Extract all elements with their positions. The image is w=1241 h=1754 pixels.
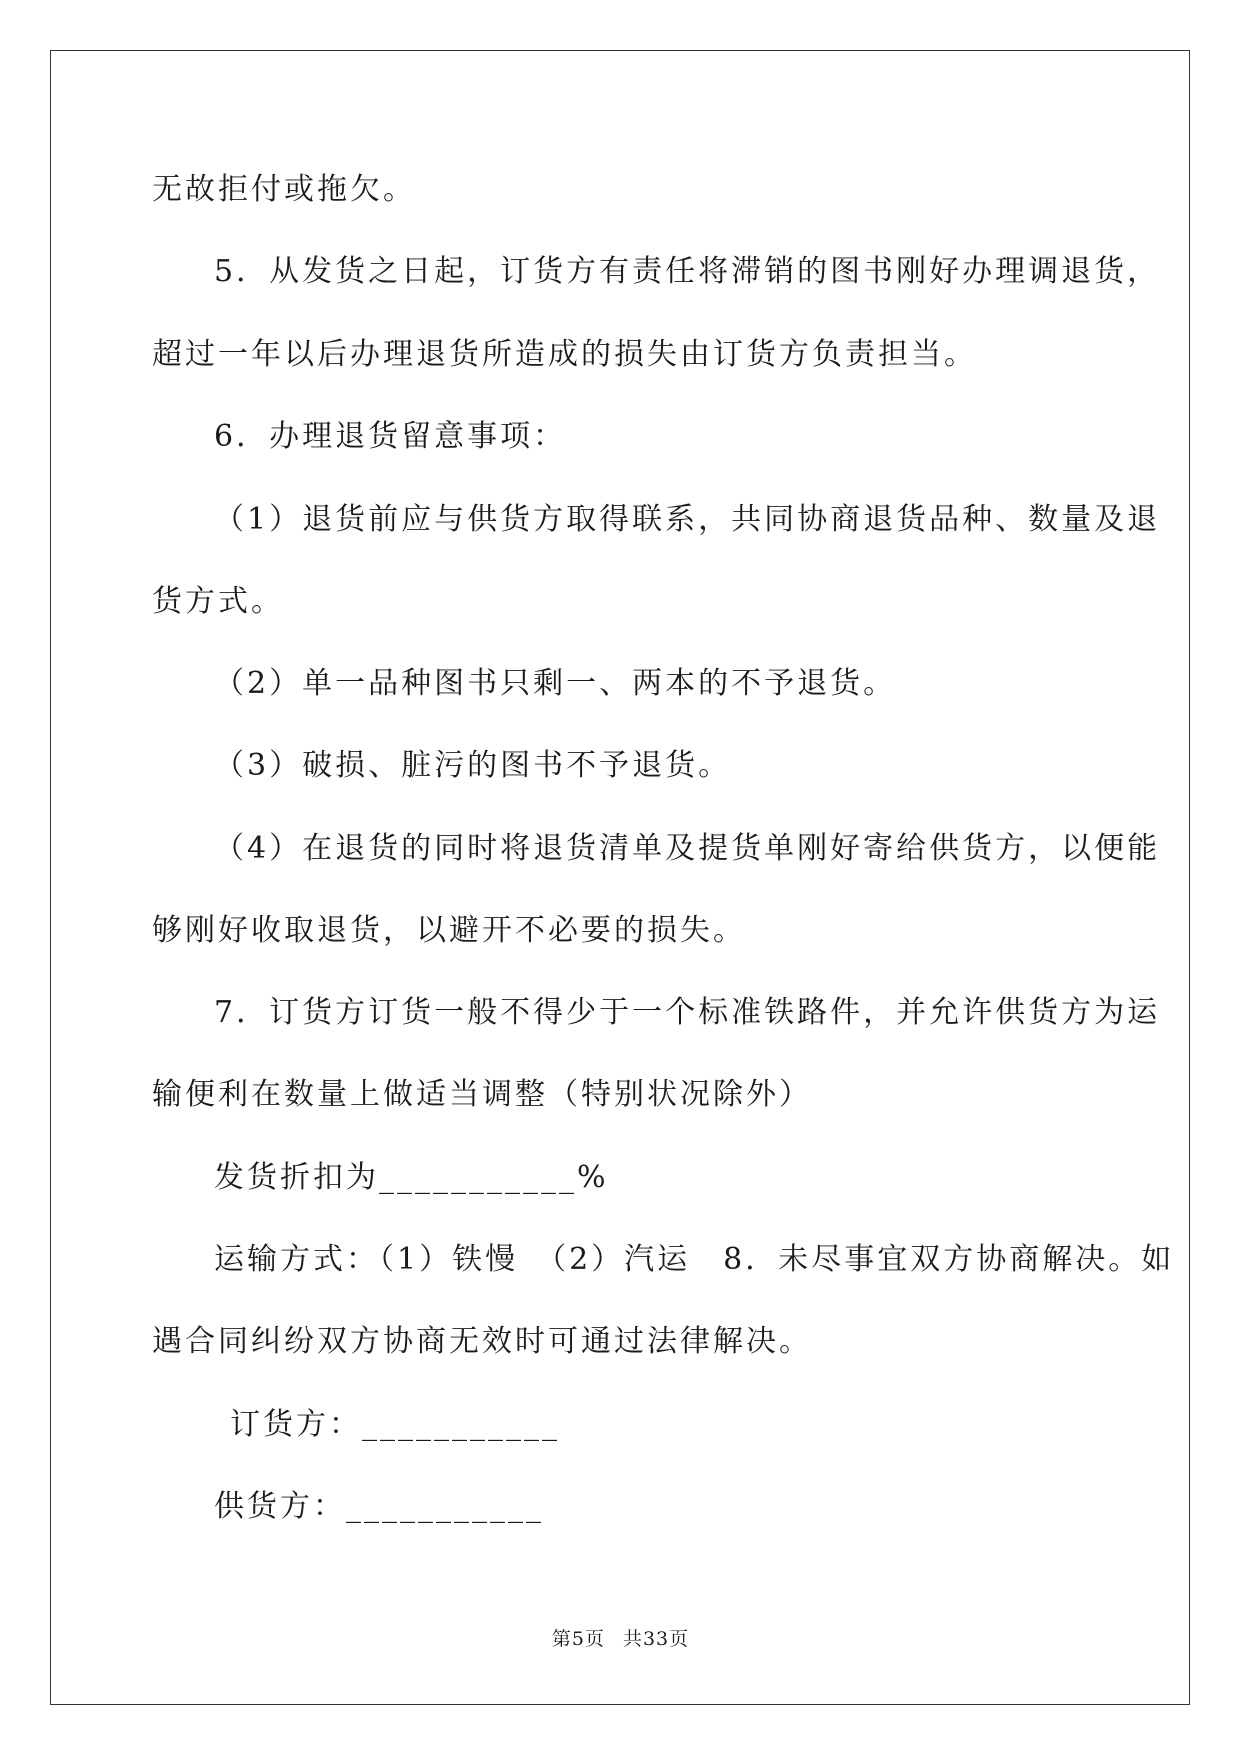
text-line: 输便利在数量上做适当调整（特别状况除外） xyxy=(152,1077,812,1112)
page-total: 共33页 xyxy=(622,1628,690,1650)
text-line: （1）退货前应与供货方取得联系，共同协商退货品种、数量及退 xyxy=(214,502,1161,537)
text-line: 遇合同纠纷双方协商无效时可通过法律解决。 xyxy=(152,1324,812,1359)
text-line: 发货折扣为___________% xyxy=(214,1160,609,1195)
text-line: 5．从发货之日起，订货方有责任将滞销的图书刚好办理调退货， xyxy=(214,254,1161,289)
page-footer xyxy=(0,1627,1241,1651)
text-line: 7．订货方订货一般不得少于一个标准铁路件，并允许供货方为运 xyxy=(214,995,1161,1030)
page-number: 第5页 xyxy=(551,1628,605,1650)
text-line: （2）单一品种图书只剩一、两本的不予退货。 xyxy=(214,666,897,701)
text-line: （3）破损、脏污的图书不予退货。 xyxy=(214,748,732,783)
text-line: 无故拒付或拖欠。 xyxy=(152,172,416,207)
text-line: 6．办理退货留意事项： xyxy=(214,419,567,454)
text-line: 订货方：___________ xyxy=(230,1407,560,1442)
text-line: （4）在退货的同时将退货清单及提货单刚好寄给供货方，以便能 xyxy=(214,831,1161,866)
text-line: 超过一年以后办理退货所造成的损失由订货方负责担当。 xyxy=(152,337,977,372)
page-frame xyxy=(50,50,1190,1705)
text-line: 够刚好收取退货，以避开不必要的损失。 xyxy=(152,913,746,948)
text-line: 运输方式：（1）铁慢 （2）汽运 8．未尽事宜双方协商解决。如 xyxy=(214,1242,1175,1277)
text-line: 货方式。 xyxy=(152,584,284,619)
text-line: 供货方：___________ xyxy=(214,1489,544,1524)
